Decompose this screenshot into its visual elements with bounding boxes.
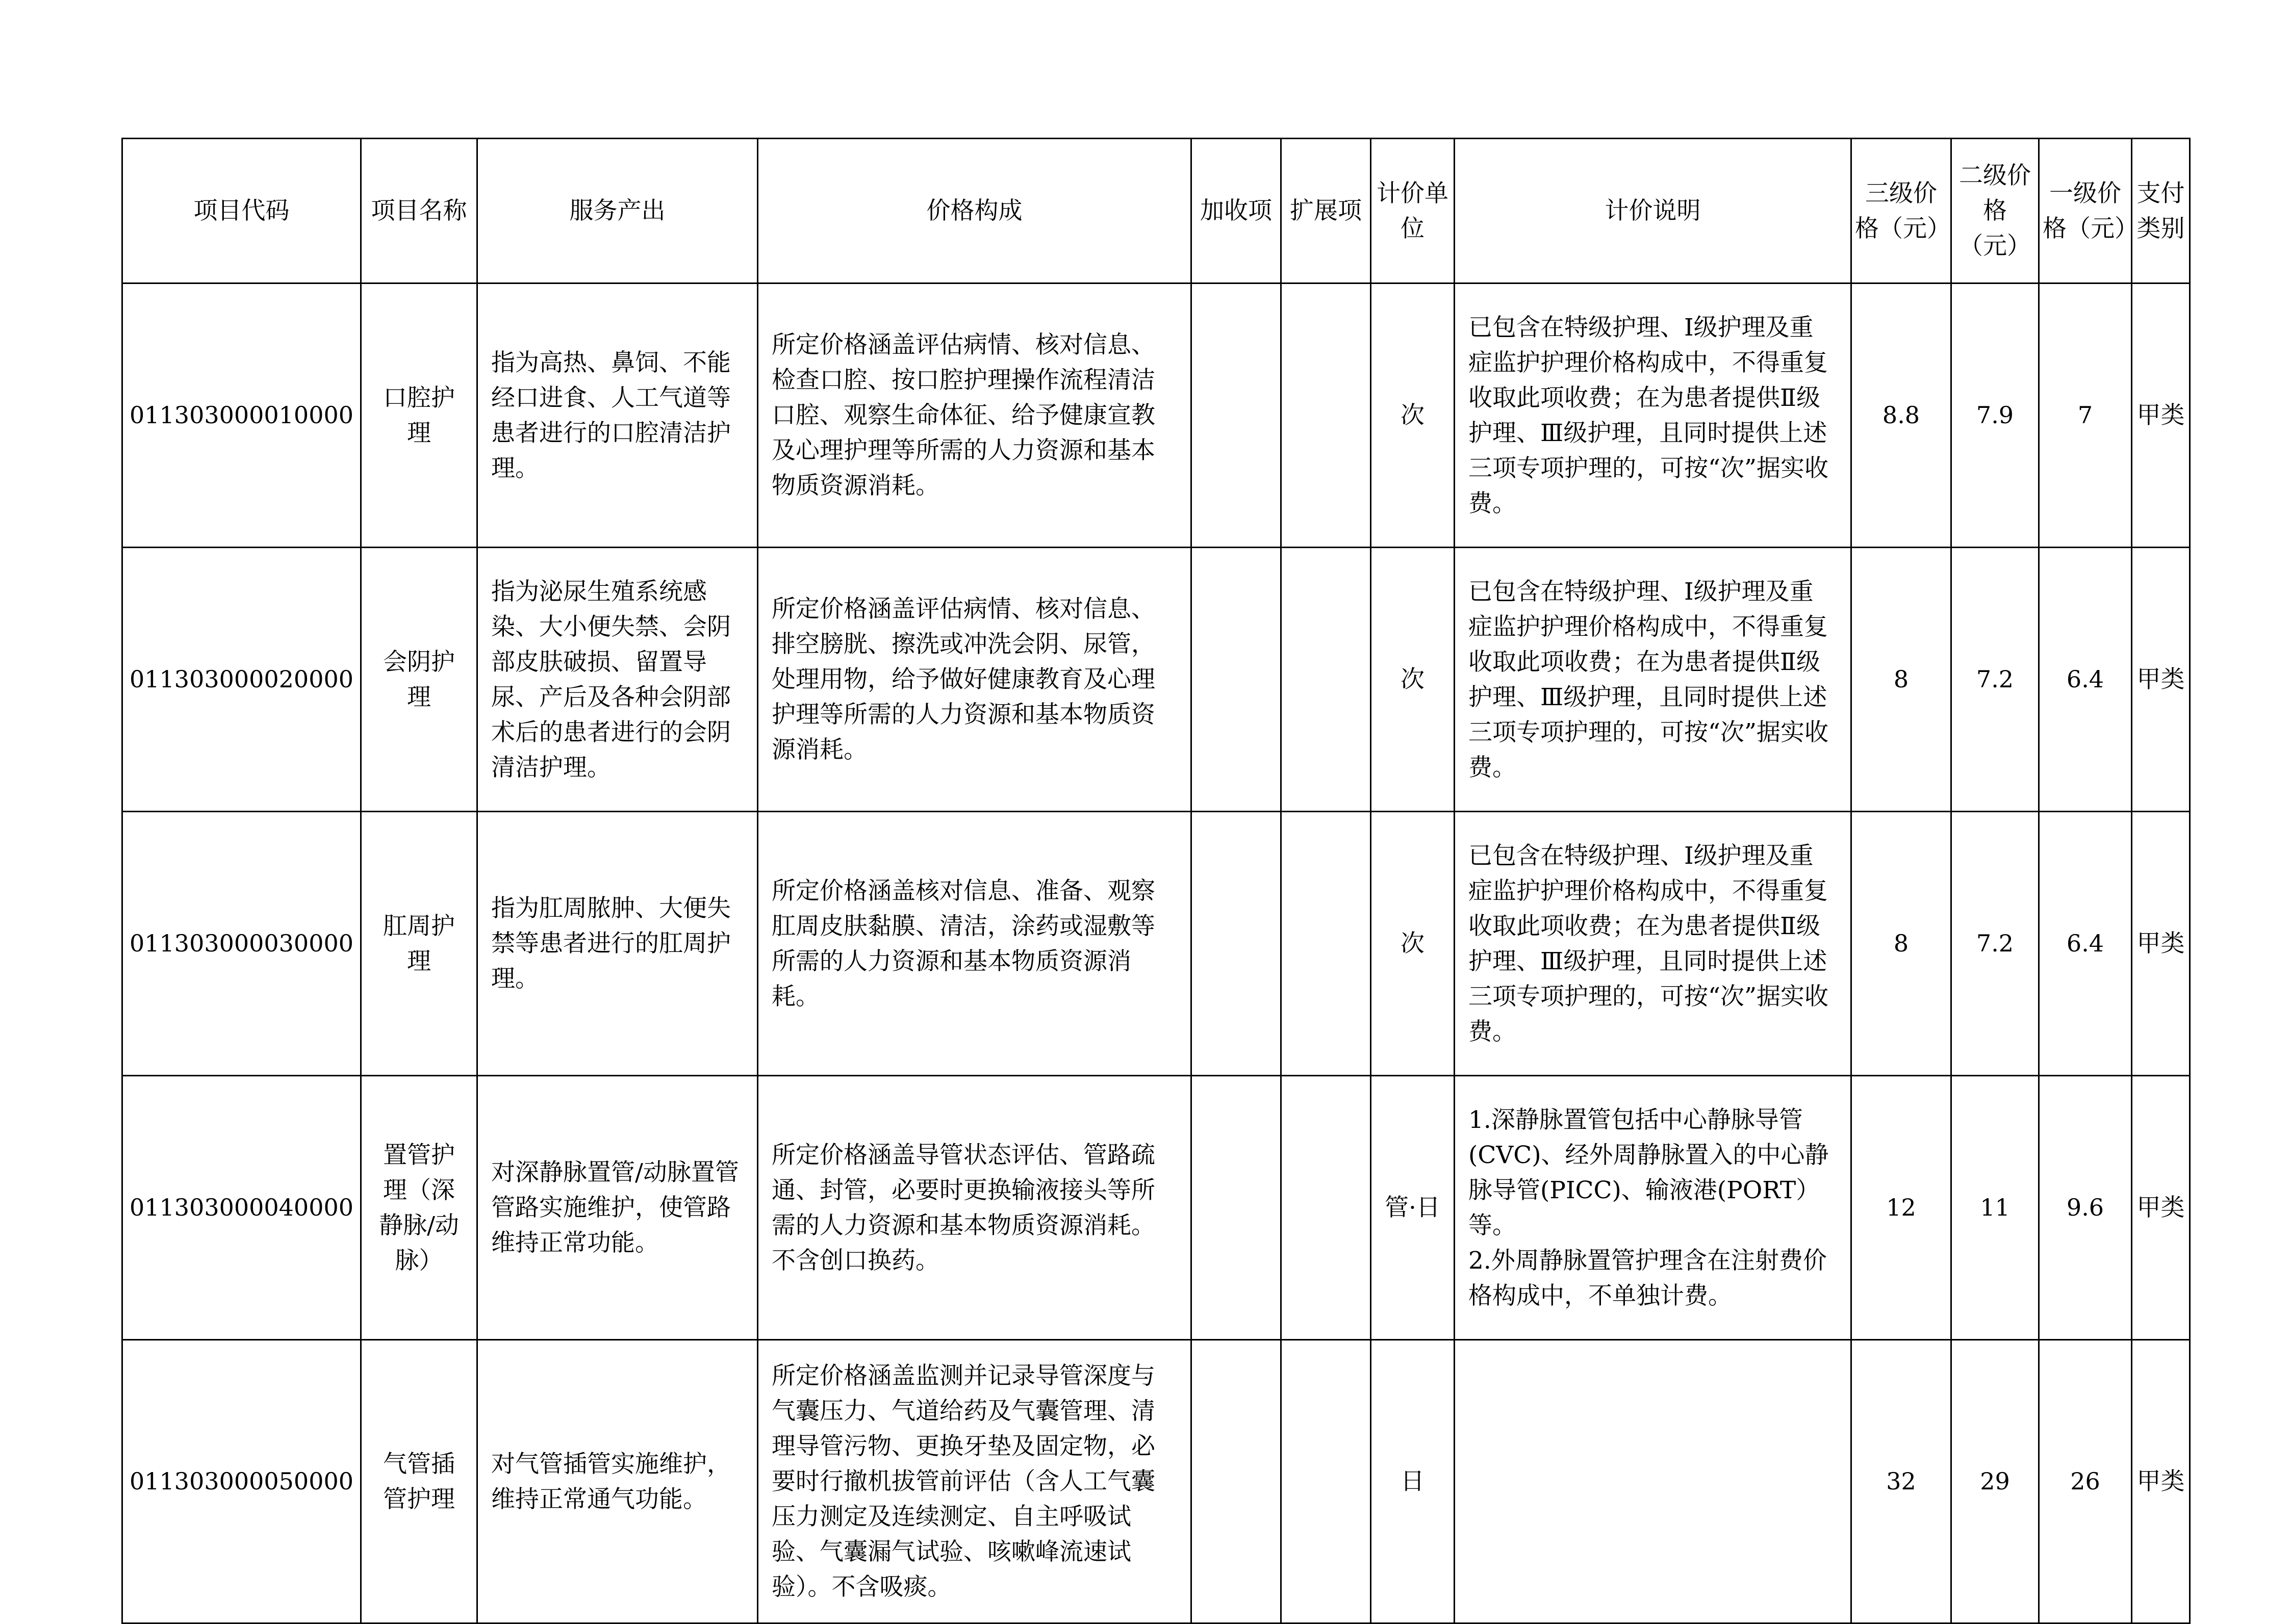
row-price3: 8	[1851, 548, 1951, 812]
row-remark	[1455, 1340, 1851, 1623]
row-price3: 8.8	[1851, 283, 1951, 548]
header-unit: 计价单位	[1371, 139, 1455, 283]
row-name: 肛周护理	[361, 812, 477, 1076]
row-price1: 6.4	[2039, 812, 2132, 1076]
row-price2: 7.2	[1951, 548, 2039, 812]
header-extension: 扩展项	[1281, 139, 1371, 283]
row-unit: 次	[1371, 283, 1455, 548]
row-composition: 所定价格涵盖导管状态评估、管路疏通、封管，必要时更换输液接头等所需的人力资源和基本物质资源消耗。不含创口换药。	[758, 1076, 1191, 1340]
row-output: 指为高热、鼻饲、不能经口进食、人工气道等患者进行的口腔清洁护理。	[477, 283, 758, 548]
row-name: 口腔护理	[361, 283, 477, 548]
header-code: 项目代码	[122, 139, 361, 283]
header-output: 服务产出	[477, 139, 758, 283]
table-row	[122, 1340, 2190, 1623]
row-price1: 6.4	[2039, 548, 2132, 812]
table-row	[122, 812, 2190, 1076]
row-pay: 甲类	[2132, 812, 2190, 1076]
row-output: 指为肛周脓肿、大便失禁等患者进行的肛周护理。	[477, 812, 758, 1076]
row-name: 置管护理（深静脉/动脉）	[361, 1076, 477, 1340]
header-row	[122, 139, 2190, 283]
row-remark: 已包含在特级护理、Ⅰ级护理及重症监护护理价格构成中，不得重复收取此项收费；在为患者提供Ⅱ级护理、Ⅲ级护理，且同时提供上述三项专项护理的，可按“次”据实收费。	[1455, 548, 1851, 812]
row-price3: 12	[1851, 1076, 1951, 1340]
header-price1: 一级价格（元）	[2039, 139, 2132, 283]
row-composition: 所定价格涵盖评估病情、核对信息、排空膀胱、擦洗或冲洗会阴、尿管，处理用物，给予做好健康教育及心理护理等所需的人力资源和基本物质资源消耗。	[758, 548, 1191, 812]
row-price2: 29	[1951, 1340, 2039, 1623]
table-row	[122, 283, 2190, 548]
row-extension	[1281, 812, 1371, 1076]
row-code: 011303000040000	[122, 1076, 361, 1340]
row-remark: 已包含在特级护理、Ⅰ级护理及重症监护护理价格构成中，不得重复收取此项收费；在为患者提供Ⅱ级护理、Ⅲ级护理，且同时提供上述三项专项护理的，可按“次”据实收费。	[1455, 283, 1851, 548]
header-name: 项目名称	[361, 139, 477, 283]
row-composition: 所定价格涵盖监测并记录导管深度与气囊压力、气道给药及气囊管理、清理导管污物、更换牙垫及固定物，必要时行撤机拔管前评估（含人工气囊压力测定及连续测定、自主呼吸试验、气囊漏气试验、咳嗽峰流速试验）。不含吸痰。	[758, 1340, 1191, 1623]
table-row	[122, 548, 2190, 812]
row-code: 011303000010000	[122, 283, 361, 548]
row-name: 会阴护理	[361, 548, 477, 812]
row-output: 指为泌尿生殖系统感染、大小便失禁、会阴部皮肤破损、留置导尿、产后及各种会阴部术后的患者进行的会阴清洁护理。	[477, 548, 758, 812]
header-price2: 二级价格（元）	[1951, 139, 2039, 283]
row-unit: 日	[1371, 1340, 1455, 1623]
row-price1: 26	[2039, 1340, 2132, 1623]
row-name: 气管插管护理	[361, 1340, 477, 1623]
row-code: 011303000030000	[122, 812, 361, 1076]
table-row	[122, 1076, 2190, 1340]
row-surcharge	[1191, 1340, 1281, 1623]
row-remark: 1.深静脉置管包括中心静脉导管(CVC)、经外周静脉置入的中心静脉导管(PICC)、输液港(PORT）等。 2.外周静脉置管护理含在注射费价格构成中，不单独计费。	[1455, 1076, 1851, 1340]
header-pay: 支付类别	[2132, 139, 2190, 283]
row-extension	[1281, 1076, 1371, 1340]
row-price3: 8	[1851, 812, 1951, 1076]
row-pay: 甲类	[2132, 283, 2190, 548]
price-table	[121, 138, 2191, 1624]
row-output: 对气管插管实施维护，维持正常通气功能。	[477, 1340, 758, 1623]
row-extension	[1281, 283, 1371, 548]
row-pay: 甲类	[2132, 1340, 2190, 1623]
row-composition: 所定价格涵盖评估病情、核对信息、检查口腔、按口腔护理操作流程清洁口腔、观察生命体征、给予健康宣教及心理护理等所需的人力资源和基本物质资源消耗。	[758, 283, 1191, 548]
row-price2: 11	[1951, 1076, 2039, 1340]
row-price2: 7.9	[1951, 283, 2039, 548]
row-code: 011303000050000	[122, 1340, 361, 1623]
row-extension	[1281, 548, 1371, 812]
row-pay: 甲类	[2132, 1076, 2190, 1340]
row-price1: 7	[2039, 283, 2132, 548]
row-remark: 已包含在特级护理、Ⅰ级护理及重症监护护理价格构成中，不得重复收取此项收费；在为患者提供Ⅱ级护理、Ⅲ级护理，且同时提供上述三项专项护理的，可按“次”据实收费。	[1455, 812, 1851, 1076]
header-remark: 计价说明	[1455, 139, 1851, 283]
row-surcharge	[1191, 548, 1281, 812]
row-extension	[1281, 1340, 1371, 1623]
row-price1: 9.6	[2039, 1076, 2132, 1340]
header-composition: 价格构成	[758, 139, 1191, 283]
row-pay: 甲类	[2132, 548, 2190, 812]
row-code: 011303000020000	[122, 548, 361, 812]
row-surcharge	[1191, 1076, 1281, 1340]
row-unit: 次	[1371, 812, 1455, 1076]
row-composition: 所定价格涵盖核对信息、准备、观察肛周皮肤黏膜、清洁，涂药或湿敷等所需的人力资源和基本物质资源消耗。	[758, 812, 1191, 1076]
row-surcharge	[1191, 283, 1281, 548]
row-price3: 32	[1851, 1340, 1951, 1623]
header-surcharge: 加收项	[1191, 139, 1281, 283]
header-price3: 三级价格（元）	[1851, 139, 1951, 283]
row-price2: 7.2	[1951, 812, 2039, 1076]
row-output: 对深静脉置管/动脉置管管路实施维护，使管路维持正常功能。	[477, 1076, 758, 1340]
row-unit: 管·日	[1371, 1076, 1455, 1340]
row-surcharge	[1191, 812, 1281, 1076]
row-unit: 次	[1371, 548, 1455, 812]
